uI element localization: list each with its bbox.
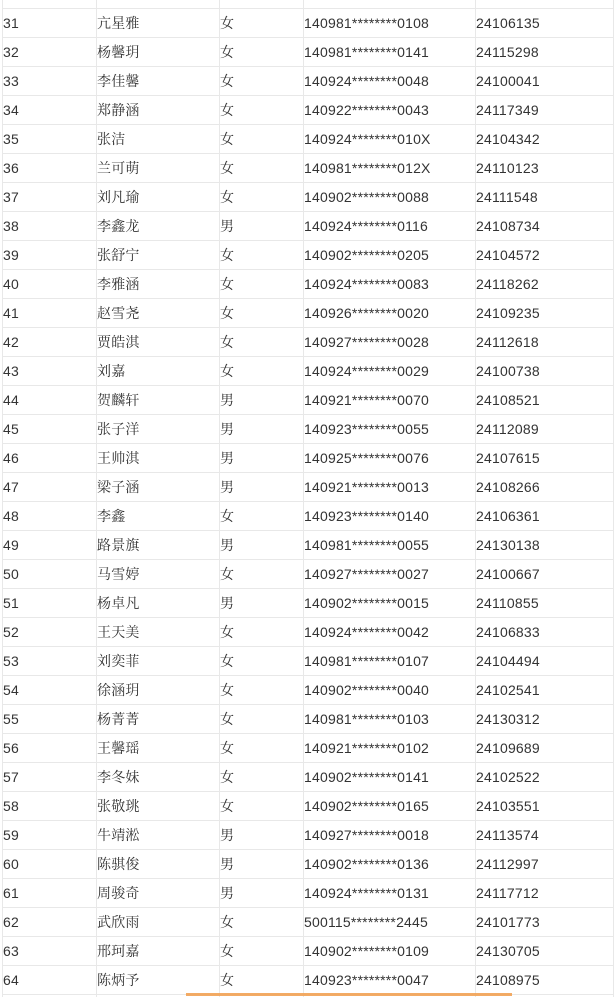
cell-exam-number: 24100738: [476, 357, 614, 386]
cell-gender: 女: [220, 560, 304, 589]
table-row: [3, 9, 614, 38]
cell-name: 陈炳予: [97, 966, 220, 995]
cell-gender: 女: [220, 676, 304, 705]
table-row: [3, 270, 614, 299]
cell-name: 牛靖淞: [97, 821, 220, 850]
table-row: [3, 705, 614, 734]
cell-id-number: 140924********0029: [304, 357, 476, 386]
cell-name: 邢珂嘉: [97, 937, 220, 966]
cell-gender: 女: [220, 183, 304, 212]
cell-exam-number: 24100667: [476, 560, 614, 589]
cell-index: 36: [3, 154, 97, 183]
cell-name: 杨菁菁: [97, 705, 220, 734]
cell-name: 王天美: [97, 618, 220, 647]
cell-empty: [220, 0, 304, 9]
cell-gender: 女: [220, 299, 304, 328]
cell-gender: 女: [220, 357, 304, 386]
cell-index: 31: [3, 9, 97, 38]
table-row: [3, 299, 614, 328]
cell-index: 39: [3, 241, 97, 270]
cell-name: 贺麟轩: [97, 386, 220, 415]
cell-index: 58: [3, 792, 97, 821]
cell-id-number: 140923********0140: [304, 502, 476, 531]
cell-gender: 女: [220, 792, 304, 821]
cell-index: 32: [3, 38, 97, 67]
table-row: [3, 415, 614, 444]
cell-name: 武欣雨: [97, 908, 220, 937]
cell-index: 54: [3, 676, 97, 705]
cell-gender: 男: [220, 821, 304, 850]
cell-name: 张子洋: [97, 415, 220, 444]
cell-exam-number: 24102522: [476, 763, 614, 792]
cell-exam-number: 24108975: [476, 966, 614, 995]
cell-exam-number: 24117349: [476, 96, 614, 125]
cell-gender: 男: [220, 415, 304, 444]
cell-id-number: 140923********0047: [304, 966, 476, 995]
cell-name: 赵雪尧: [97, 299, 220, 328]
cell-gender: 女: [220, 328, 304, 357]
table-row: [3, 67, 614, 96]
cell-id-number: 140902********0205: [304, 241, 476, 270]
cell-index: 52: [3, 618, 97, 647]
cell-gender: 女: [220, 154, 304, 183]
orange-highlight-bar: [186, 993, 512, 996]
cell-index: 43: [3, 357, 97, 386]
cell-name: 贾皓淇: [97, 328, 220, 357]
cell-exam-number: 24117712: [476, 879, 614, 908]
cell-id-number: 140926********0020: [304, 299, 476, 328]
table-row: [3, 125, 614, 154]
cell-id-number: 140902********0088: [304, 183, 476, 212]
table-row: [3, 241, 614, 270]
table-row: [3, 734, 614, 763]
cell-exam-number: 24106833: [476, 618, 614, 647]
cell-index: 38: [3, 212, 97, 241]
table-row: [3, 444, 614, 473]
cell-name: 刘奕菲: [97, 647, 220, 676]
cell-id-number: 140923********0055: [304, 415, 476, 444]
cell-index: 49: [3, 531, 97, 560]
cell-gender: 女: [220, 96, 304, 125]
cell-name: 张舒宁: [97, 241, 220, 270]
cell-index: 33: [3, 67, 97, 96]
cell-exam-number: 24108521: [476, 386, 614, 415]
table-row: [3, 589, 614, 618]
cell-index: 47: [3, 473, 97, 502]
cell-empty: [476, 0, 614, 9]
cell-index: 63: [3, 937, 97, 966]
cell-index: 46: [3, 444, 97, 473]
cell-id-number: 140981********0107: [304, 647, 476, 676]
cell-index: 51: [3, 589, 97, 618]
cell-index: 35: [3, 125, 97, 154]
cell-id-number: 140902********0015: [304, 589, 476, 618]
table-row: [3, 386, 614, 415]
cell-name: 徐涵玥: [97, 676, 220, 705]
table-row: [3, 183, 614, 212]
cell-exam-number: 24106361: [476, 502, 614, 531]
cell-gender: 男: [220, 879, 304, 908]
cell-id-number: 140924********0048: [304, 67, 476, 96]
cell-id-number: 140981********0103: [304, 705, 476, 734]
cell-gender: 男: [220, 473, 304, 502]
cell-gender: 女: [220, 67, 304, 96]
cell-empty: [3, 0, 97, 9]
cell-id-number: 140921********0013: [304, 473, 476, 502]
cell-gender: 男: [220, 531, 304, 560]
cell-id-number: 140924********0116: [304, 212, 476, 241]
cell-index: 57: [3, 763, 97, 792]
cell-empty: [97, 0, 220, 9]
cell-index: 44: [3, 386, 97, 415]
table-body: [3, 0, 614, 997]
cell-gender: 女: [220, 763, 304, 792]
table-row: [3, 763, 614, 792]
cell-gender: 男: [220, 386, 304, 415]
table-row: [3, 792, 614, 821]
cell-name: 亢星雅: [97, 9, 220, 38]
cell-empty: [304, 0, 476, 9]
table-row: [3, 473, 614, 502]
cell-exam-number: 24130312: [476, 705, 614, 734]
cell-id-number: 140981********0055: [304, 531, 476, 560]
cell-exam-number: 24130705: [476, 937, 614, 966]
cell-exam-number: 24102541: [476, 676, 614, 705]
cell-index: 64: [3, 966, 97, 995]
cell-exam-number: 24106135: [476, 9, 614, 38]
cell-id-number: 140921********0070: [304, 386, 476, 415]
cell-gender: 男: [220, 444, 304, 473]
cell-gender: 女: [220, 618, 304, 647]
table-row: [3, 937, 614, 966]
cell-exam-number: 24104342: [476, 125, 614, 154]
cell-name: 周骏奇: [97, 879, 220, 908]
cell-id-number: 140925********0076: [304, 444, 476, 473]
cell-exam-number: 24104494: [476, 647, 614, 676]
cell-gender: 女: [220, 908, 304, 937]
cell-exam-number: 24107615: [476, 444, 614, 473]
cell-exam-number: 24108266: [476, 473, 614, 502]
cell-index: 40: [3, 270, 97, 299]
table-row: [3, 38, 614, 67]
cell-name: 刘嘉: [97, 357, 220, 386]
table-row: [3, 502, 614, 531]
cell-index: 53: [3, 647, 97, 676]
cell-id-number: 140921********0102: [304, 734, 476, 763]
cell-exam-number: 24118262: [476, 270, 614, 299]
table-row: [3, 560, 614, 589]
table-row-partial-top: [3, 0, 614, 9]
cell-exam-number: 24110855: [476, 589, 614, 618]
cell-exam-number: 24104572: [476, 241, 614, 270]
cell-exam-number: 24109689: [476, 734, 614, 763]
cell-name: 李雅涵: [97, 270, 220, 299]
cell-index: 56: [3, 734, 97, 763]
cell-id-number: 140924********0042: [304, 618, 476, 647]
cell-gender: 女: [220, 241, 304, 270]
table-row: [3, 647, 614, 676]
cell-gender: 女: [220, 9, 304, 38]
cell-exam-number: 24109235: [476, 299, 614, 328]
cell-gender: 女: [220, 937, 304, 966]
table-row: [3, 212, 614, 241]
table-row: [3, 154, 614, 183]
cell-name: 王帅淇: [97, 444, 220, 473]
cell-index: 34: [3, 96, 97, 125]
cell-gender: 女: [220, 270, 304, 299]
cell-exam-number: 24115298: [476, 38, 614, 67]
roster-table: [2, 0, 614, 997]
cell-gender: 女: [220, 502, 304, 531]
cell-index: 59: [3, 821, 97, 850]
cell-gender: 男: [220, 589, 304, 618]
cell-id-number: 140902********0109: [304, 937, 476, 966]
cell-name: 王馨瑶: [97, 734, 220, 763]
cell-id-number: 140902********0165: [304, 792, 476, 821]
cell-index: 60: [3, 850, 97, 879]
cell-id-number: 140902********0040: [304, 676, 476, 705]
cell-id-number: 140924********0131: [304, 879, 476, 908]
table-row: [3, 357, 614, 386]
cell-exam-number: 24100041: [476, 67, 614, 96]
cell-index: 62: [3, 908, 97, 937]
cell-gender: 女: [220, 734, 304, 763]
cell-name: 张敬珧: [97, 792, 220, 821]
cell-exam-number: 24103551: [476, 792, 614, 821]
cell-index: 55: [3, 705, 97, 734]
cell-index: 41: [3, 299, 97, 328]
cell-name: 张洁: [97, 125, 220, 154]
table-row: [3, 821, 614, 850]
cell-name: 杨馨玥: [97, 38, 220, 67]
table-row: [3, 618, 614, 647]
cell-name: 李鑫龙: [97, 212, 220, 241]
cell-exam-number: 24130138: [476, 531, 614, 560]
table-row: [3, 676, 614, 705]
cell-name: 路景旗: [97, 531, 220, 560]
cell-index: 45: [3, 415, 97, 444]
cell-id-number: 140927********0018: [304, 821, 476, 850]
cell-id-number: 140981********0108: [304, 9, 476, 38]
cell-name: 马雪婷: [97, 560, 220, 589]
cell-name: 郑静涵: [97, 96, 220, 125]
cell-name: 李冬妹: [97, 763, 220, 792]
cell-gender: 女: [220, 966, 304, 995]
cell-id-number: 500115********2445: [304, 908, 476, 937]
table-row: [3, 850, 614, 879]
cell-gender: 女: [220, 647, 304, 676]
table-row: [3, 531, 614, 560]
cell-exam-number: 24110123: [476, 154, 614, 183]
cell-gender: 女: [220, 705, 304, 734]
cell-id-number: 140927********0028: [304, 328, 476, 357]
cell-id-number: 140981********0141: [304, 38, 476, 67]
cell-index: 61: [3, 879, 97, 908]
cell-name: 李佳馨: [97, 67, 220, 96]
cell-exam-number: 24112997: [476, 850, 614, 879]
cell-exam-number: 24111548: [476, 183, 614, 212]
cell-id-number: 140924********010X: [304, 125, 476, 154]
cell-gender: 女: [220, 38, 304, 67]
cell-name: 刘凡瑜: [97, 183, 220, 212]
cell-gender: 男: [220, 212, 304, 241]
cell-id-number: 140922********0043: [304, 96, 476, 125]
cell-exam-number: 24108734: [476, 212, 614, 241]
cell-id-number: 140924********0083: [304, 270, 476, 299]
cell-exam-number: 24101773: [476, 908, 614, 937]
cell-exam-number: 24112089: [476, 415, 614, 444]
table-row: [3, 96, 614, 125]
cell-name: 李鑫: [97, 502, 220, 531]
cell-id-number: 140902********0136: [304, 850, 476, 879]
cell-id-number: 140902********0141: [304, 763, 476, 792]
cell-index: 37: [3, 183, 97, 212]
cell-gender: 女: [220, 125, 304, 154]
table-row: [3, 328, 614, 357]
cell-gender: 男: [220, 850, 304, 879]
cell-name: 梁子涵: [97, 473, 220, 502]
cell-exam-number: 24113574: [476, 821, 614, 850]
table-row: [3, 908, 614, 937]
cell-index: 50: [3, 560, 97, 589]
cell-name: 陈骐俊: [97, 850, 220, 879]
cell-id-number: 140927********0027: [304, 560, 476, 589]
cell-exam-number: 24112618: [476, 328, 614, 357]
cell-name: 兰可萌: [97, 154, 220, 183]
table-row: [3, 879, 614, 908]
cell-index: 48: [3, 502, 97, 531]
cell-id-number: 140981********012X: [304, 154, 476, 183]
cell-name: 杨卓凡: [97, 589, 220, 618]
table-row: [3, 966, 614, 995]
cell-index: 42: [3, 328, 97, 357]
